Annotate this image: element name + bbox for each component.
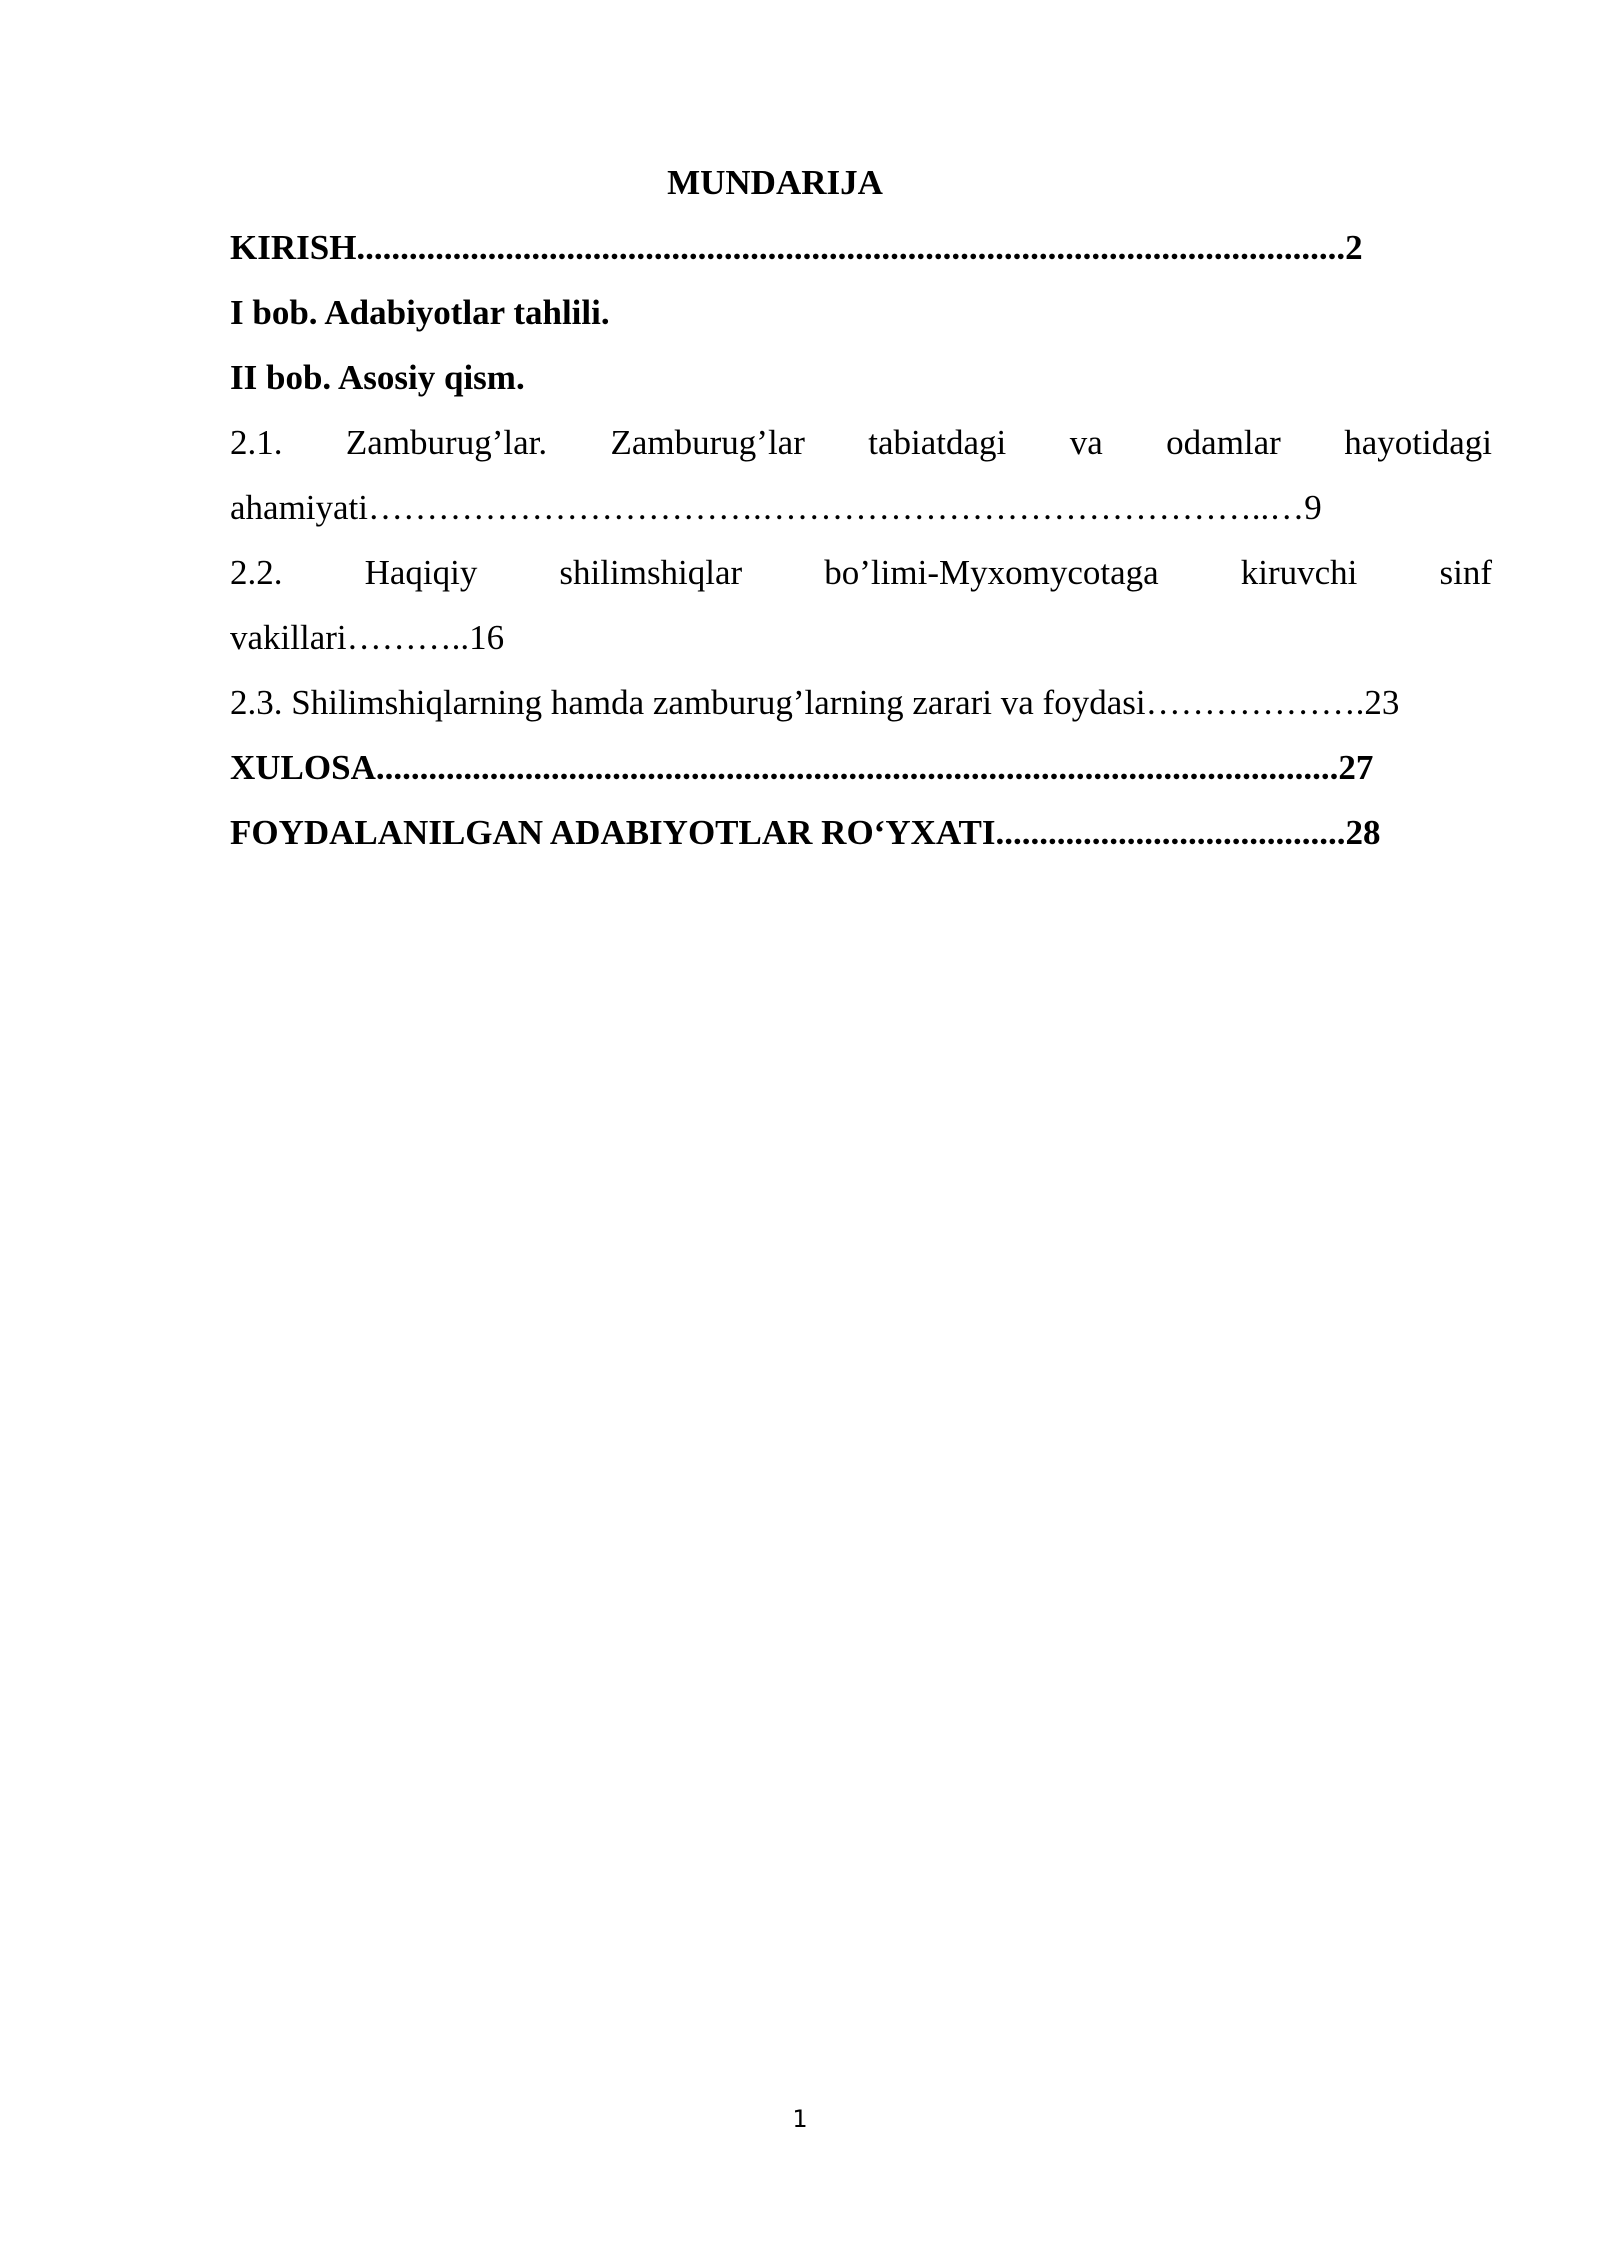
toc-entry-2-1-word: 2.1. (230, 423, 283, 462)
toc-entry-bob1 (230, 280, 1492, 345)
toc-entry-2-2-word: Haqiqiy (364, 553, 478, 592)
page-number: 1 (792, 2105, 808, 2133)
toc-entry-2-2-word: bo’limi-Myxomycotaga (824, 553, 1159, 592)
toc-entry-2-1-word: odamlar (1166, 423, 1281, 462)
toc-entry-bob2-text: II bob. Asosiy qism. (230, 358, 525, 397)
toc-entry-2-2-word: kiruvchi (1240, 553, 1358, 592)
toc-entry-2-1-cont-text: ahamiyati…………………………….……………………………………..…9 (230, 488, 1322, 527)
toc-entry-xulosa-text: XULOSA..............................................................................................................27 (230, 748, 1374, 787)
toc-entry-2-2-word: sinf (1439, 553, 1492, 592)
toc-entry-adabiyotlar-text: FOYDALANILGAN ADABIYOTLAR RO‘YXATI........................................28 (230, 813, 1381, 852)
toc-entry-2-1-word: tabiatdagi (868, 423, 1007, 462)
toc-entry-kirish (230, 215, 1492, 280)
toc-entry-2-1-continuation (230, 475, 1492, 540)
toc-entry-2-2 (230, 540, 1492, 605)
toc-entry-bob1-text: I bob. Adabiyotlar tahlili. (230, 293, 610, 332)
toc-entry-2-3-text: 2.3. Shilimshiqlarning hamda zamburug’larning zarari va foydasi……………….23 (230, 683, 1400, 722)
toc-entry-adabiyotlar (230, 800, 1492, 865)
page-title: MUNDARIJA (667, 163, 883, 202)
toc-entry-bob2 (230, 345, 1492, 410)
toc-entry-2-1-word: va (1069, 423, 1103, 462)
toc-entry-2-1-word: Zamburug’lar (610, 423, 805, 462)
toc-entry-2-1-word: Zamburug’lar. (345, 423, 548, 462)
toc-entry-2-2-cont-text: vakillari………..16 (230, 618, 505, 657)
toc-entry-kirish-text: KIRISH.................................................................................................................2 (230, 228, 1363, 267)
table-of-contents (230, 150, 1492, 865)
toc-entry-2-1 (230, 410, 1492, 475)
toc-entry-2-3 (230, 670, 1492, 735)
toc-title-line (0, 150, 1600, 215)
toc-entry-2-2-continuation (230, 605, 1492, 670)
toc-entry-2-2-word: shilimshiqlar (559, 553, 743, 592)
toc-entry-2-2-word: 2.2. (230, 553, 283, 592)
toc-entry-xulosa (230, 735, 1492, 800)
toc-entry-2-1-word: hayotidagi (1344, 423, 1492, 462)
